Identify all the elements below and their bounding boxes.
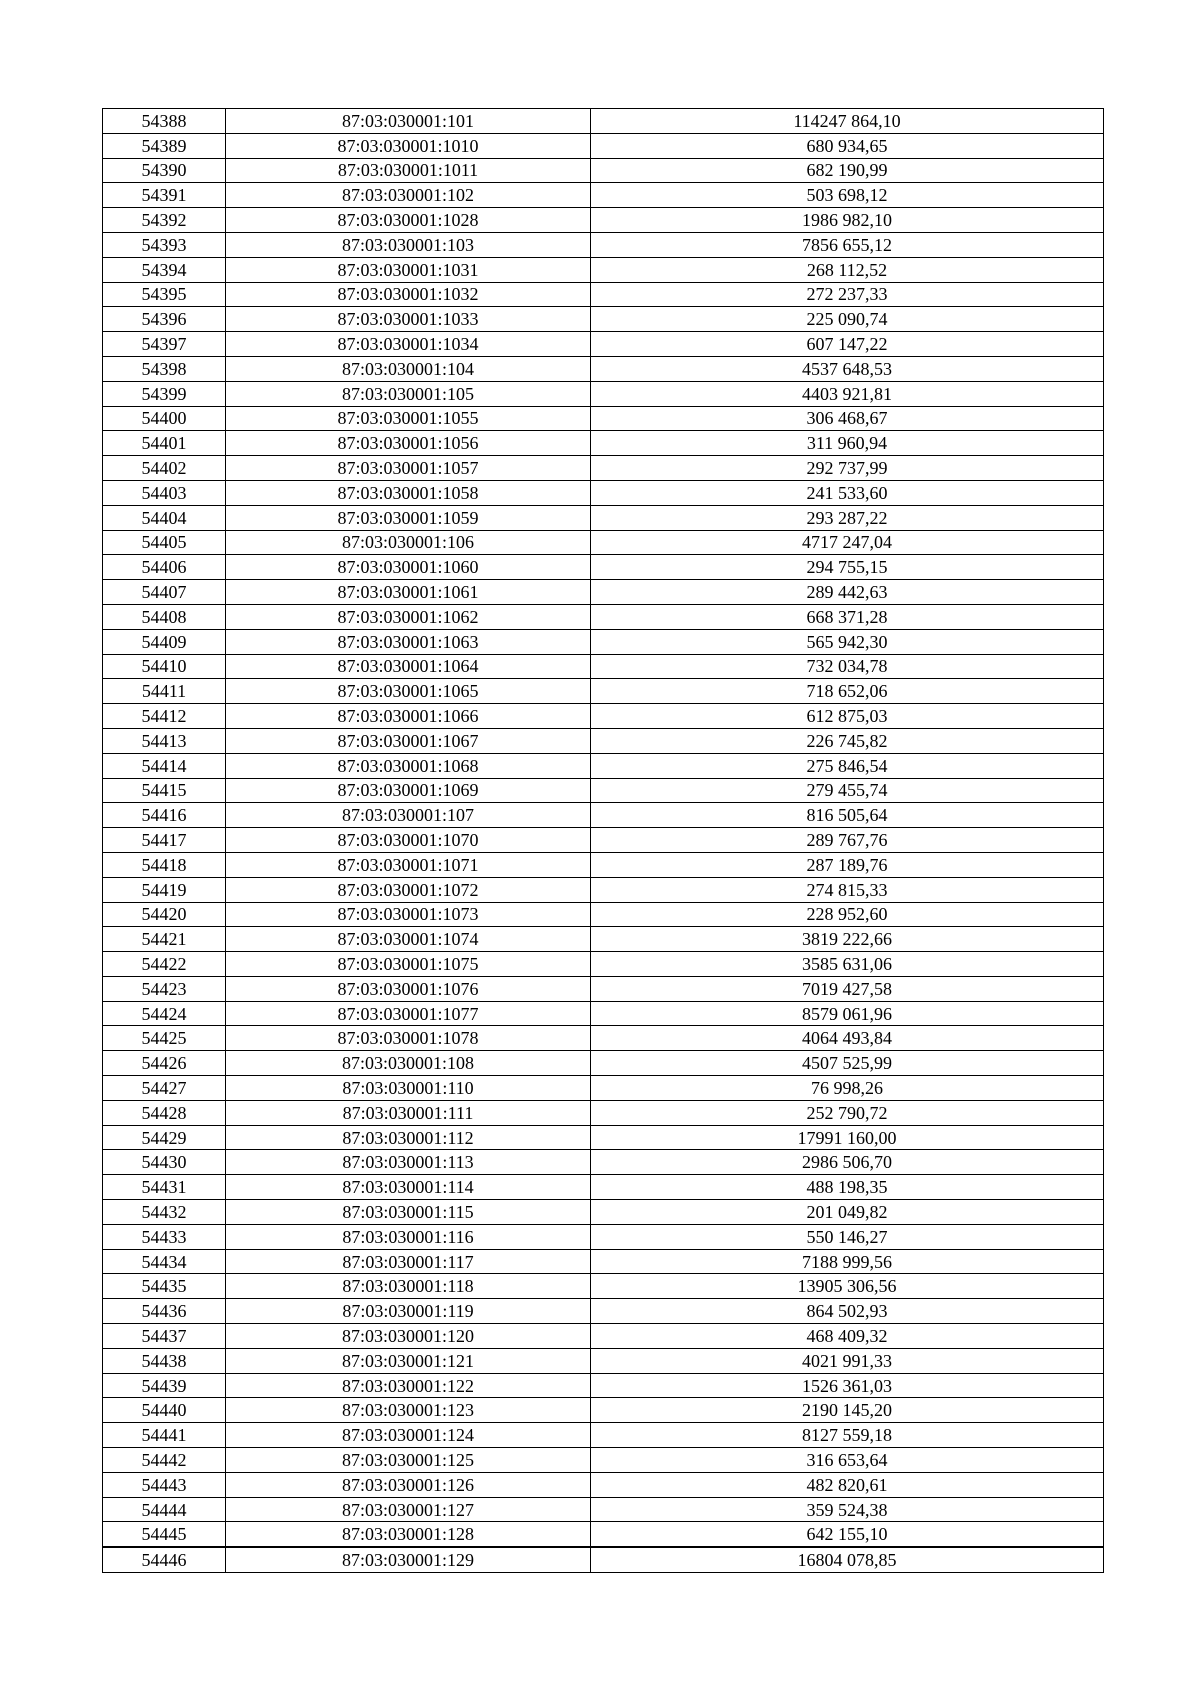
cadastral-value-cell: 279 455,74 — [591, 778, 1104, 803]
cadastral-number-cell: 87:03:030001:1072 — [226, 877, 591, 902]
table-row — [103, 1100, 1104, 1125]
table-row — [103, 976, 1104, 1001]
table-row — [103, 307, 1104, 332]
cadastral-number-cell: 87:03:030001:101 — [226, 109, 591, 134]
cadastral-number-cell: 87:03:030001:120 — [226, 1324, 591, 1349]
row-number-cell: 54410 — [103, 654, 226, 679]
row-number-cell: 54390 — [103, 158, 226, 183]
row-number-cell: 54445 — [103, 1522, 226, 1547]
row-number-cell: 54391 — [103, 183, 226, 208]
table-row — [103, 208, 1104, 233]
table-row — [103, 183, 1104, 208]
cadastral-number-cell: 87:03:030001:1061 — [226, 580, 591, 605]
cadastral-value-cell: 482 820,61 — [591, 1472, 1104, 1497]
row-number-cell: 54396 — [103, 307, 226, 332]
table-row — [103, 778, 1104, 803]
table-row — [103, 629, 1104, 654]
row-number-cell: 54422 — [103, 952, 226, 977]
cadastral-value-cell: 864 502,93 — [591, 1299, 1104, 1324]
row-number-cell: 54430 — [103, 1150, 226, 1175]
cadastral-number-cell: 87:03:030001:1071 — [226, 852, 591, 877]
row-number-cell: 54389 — [103, 133, 226, 158]
cadastral-number-cell: 87:03:030001:1078 — [226, 1026, 591, 1051]
cadastral-value-cell: 612 875,03 — [591, 704, 1104, 729]
table-row — [103, 1324, 1104, 1349]
cadastral-value-cell: 294 755,15 — [591, 555, 1104, 580]
table-row — [103, 1398, 1104, 1423]
table-row — [103, 679, 1104, 704]
cadastral-value-cell: 287 189,76 — [591, 852, 1104, 877]
cadastral-value-cell: 550 146,27 — [591, 1224, 1104, 1249]
cadastral-value-cell: 311 960,94 — [591, 431, 1104, 456]
cadastral-number-cell: 87:03:030001:1031 — [226, 257, 591, 282]
table-row — [103, 480, 1104, 505]
row-number-cell: 54405 — [103, 530, 226, 555]
row-number-cell: 54421 — [103, 927, 226, 952]
cadastral-value-cell: 7856 655,12 — [591, 232, 1104, 257]
cadastral-number-cell: 87:03:030001:124 — [226, 1423, 591, 1448]
cadastral-number-cell: 87:03:030001:1028 — [226, 208, 591, 233]
table-row — [103, 406, 1104, 431]
table-row — [103, 1448, 1104, 1473]
row-number-cell: 54400 — [103, 406, 226, 431]
row-number-cell: 54442 — [103, 1448, 226, 1473]
row-number-cell: 54394 — [103, 257, 226, 282]
cadastral-value-cell: 16804 078,85 — [591, 1547, 1104, 1572]
cadastral-number-cell: 87:03:030001:1075 — [226, 952, 591, 977]
cadastral-value-cell: 718 652,06 — [591, 679, 1104, 704]
table-row — [103, 505, 1104, 530]
table-body — [103, 109, 1104, 1573]
cadastral-value-cell: 293 287,22 — [591, 505, 1104, 530]
cadastral-number-cell: 87:03:030001:115 — [226, 1200, 591, 1225]
table-row — [103, 1348, 1104, 1373]
cadastral-number-cell: 87:03:030001:1056 — [226, 431, 591, 456]
row-number-cell: 54388 — [103, 109, 226, 134]
table-row — [103, 158, 1104, 183]
row-number-cell: 54440 — [103, 1398, 226, 1423]
cadastral-value-cell: 2986 506,70 — [591, 1150, 1104, 1175]
cadastral-value-table — [102, 108, 1104, 1573]
row-number-cell: 54414 — [103, 753, 226, 778]
table-row — [103, 1472, 1104, 1497]
row-number-cell: 54432 — [103, 1200, 226, 1225]
row-number-cell: 54399 — [103, 381, 226, 406]
cadastral-value-cell: 289 767,76 — [591, 828, 1104, 853]
cadastral-value-cell: 4403 921,81 — [591, 381, 1104, 406]
table-row — [103, 952, 1104, 977]
table-row — [103, 1423, 1104, 1448]
table-row — [103, 456, 1104, 481]
cadastral-number-cell: 87:03:030001:1076 — [226, 976, 591, 1001]
row-number-cell: 54392 — [103, 208, 226, 233]
row-number-cell: 54429 — [103, 1125, 226, 1150]
cadastral-number-cell: 87:03:030001:125 — [226, 1448, 591, 1473]
row-number-cell: 54401 — [103, 431, 226, 456]
table-row — [103, 927, 1104, 952]
cadastral-number-cell: 87:03:030001:1074 — [226, 927, 591, 952]
row-number-cell: 54419 — [103, 877, 226, 902]
table-row — [103, 828, 1104, 853]
cadastral-value-cell: 275 846,54 — [591, 753, 1104, 778]
row-number-cell: 54426 — [103, 1051, 226, 1076]
row-number-cell: 54433 — [103, 1224, 226, 1249]
cadastral-value-cell: 1526 361,03 — [591, 1373, 1104, 1398]
cadastral-number-cell: 87:03:030001:111 — [226, 1100, 591, 1125]
table-row — [103, 1125, 1104, 1150]
row-number-cell: 54424 — [103, 1001, 226, 1026]
cadastral-value-cell: 816 505,64 — [591, 803, 1104, 828]
row-number-cell: 54431 — [103, 1175, 226, 1200]
row-number-cell: 54418 — [103, 852, 226, 877]
cadastral-value-cell: 8579 061,96 — [591, 1001, 1104, 1026]
cadastral-value-cell: 8127 559,18 — [591, 1423, 1104, 1448]
table-row — [103, 1299, 1104, 1324]
cadastral-number-cell: 87:03:030001:108 — [226, 1051, 591, 1076]
cadastral-number-cell: 87:03:030001:1070 — [226, 828, 591, 853]
row-number-cell: 54406 — [103, 555, 226, 580]
cadastral-number-cell: 87:03:030001:114 — [226, 1175, 591, 1200]
cadastral-number-cell: 87:03:030001:129 — [226, 1547, 591, 1572]
cadastral-number-cell: 87:03:030001:105 — [226, 381, 591, 406]
cadastral-value-cell: 4717 247,04 — [591, 530, 1104, 555]
table-row — [103, 356, 1104, 381]
cadastral-value-cell: 7019 427,58 — [591, 976, 1104, 1001]
table-row — [103, 604, 1104, 629]
cadastral-value-cell: 4021 991,33 — [591, 1348, 1104, 1373]
cadastral-number-cell: 87:03:030001:110 — [226, 1076, 591, 1101]
cadastral-number-cell: 87:03:030001:102 — [226, 183, 591, 208]
table-row — [103, 1249, 1104, 1274]
cadastral-number-cell: 87:03:030001:112 — [226, 1125, 591, 1150]
table-row — [103, 257, 1104, 282]
cadastral-number-cell: 87:03:030001:118 — [226, 1274, 591, 1299]
table-row — [103, 1076, 1104, 1101]
table-row — [103, 803, 1104, 828]
cadastral-number-cell: 87:03:030001:122 — [226, 1373, 591, 1398]
cadastral-number-cell: 87:03:030001:1060 — [226, 555, 591, 580]
row-number-cell: 54443 — [103, 1472, 226, 1497]
cadastral-value-cell: 226 745,82 — [591, 728, 1104, 753]
table-row — [103, 1200, 1104, 1225]
cadastral-number-cell: 87:03:030001:1010 — [226, 133, 591, 158]
cadastral-number-cell: 87:03:030001:1065 — [226, 679, 591, 704]
table-row — [103, 332, 1104, 357]
row-number-cell: 54393 — [103, 232, 226, 257]
cadastral-value-cell: 503 698,12 — [591, 183, 1104, 208]
cadastral-number-cell: 87:03:030001:1055 — [226, 406, 591, 431]
row-number-cell: 54417 — [103, 828, 226, 853]
cadastral-value-cell: 268 112,52 — [591, 257, 1104, 282]
cadastral-number-cell: 87:03:030001:127 — [226, 1497, 591, 1522]
table-row — [103, 852, 1104, 877]
cadastral-value-cell: 668 371,28 — [591, 604, 1104, 629]
row-number-cell: 54402 — [103, 456, 226, 481]
cadastral-number-cell: 87:03:030001:1033 — [226, 307, 591, 332]
row-number-cell: 54408 — [103, 604, 226, 629]
cadastral-value-cell: 252 790,72 — [591, 1100, 1104, 1125]
cadastral-value-cell: 1986 982,10 — [591, 208, 1104, 233]
table-row — [103, 232, 1104, 257]
table-row — [103, 1051, 1104, 1076]
table-row — [103, 530, 1104, 555]
cadastral-number-cell: 87:03:030001:123 — [226, 1398, 591, 1423]
table-row — [103, 1175, 1104, 1200]
row-number-cell: 54428 — [103, 1100, 226, 1125]
cadastral-number-cell: 87:03:030001:1068 — [226, 753, 591, 778]
cadastral-number-cell: 87:03:030001:103 — [226, 232, 591, 257]
cadastral-value-cell: 7188 999,56 — [591, 1249, 1104, 1274]
row-number-cell: 54404 — [103, 505, 226, 530]
table-row — [103, 902, 1104, 927]
cadastral-number-cell: 87:03:030001:1011 — [226, 158, 591, 183]
cadastral-value-cell: 272 237,33 — [591, 282, 1104, 307]
row-number-cell: 54425 — [103, 1026, 226, 1051]
table-row — [103, 133, 1104, 158]
cadastral-value-cell: 76 998,26 — [591, 1076, 1104, 1101]
cadastral-number-cell: 87:03:030001:1059 — [226, 505, 591, 530]
cadastral-number-cell: 87:03:030001:106 — [226, 530, 591, 555]
cadastral-number-cell: 87:03:030001:1067 — [226, 728, 591, 753]
table-row — [103, 728, 1104, 753]
table-row — [103, 1373, 1104, 1398]
cadastral-value-cell: 228 952,60 — [591, 902, 1104, 927]
cadastral-number-cell: 87:03:030001:1032 — [226, 282, 591, 307]
cadastral-value-cell: 680 934,65 — [591, 133, 1104, 158]
row-number-cell: 54436 — [103, 1299, 226, 1324]
row-number-cell: 54411 — [103, 679, 226, 704]
cadastral-value-cell: 306 468,67 — [591, 406, 1104, 431]
cadastral-value-cell: 241 533,60 — [591, 480, 1104, 505]
cadastral-number-cell: 87:03:030001:117 — [226, 1249, 591, 1274]
table-row — [103, 1522, 1104, 1547]
cadastral-value-cell: 114247 864,10 — [591, 109, 1104, 134]
table-row — [103, 580, 1104, 605]
cadastral-value-cell: 13905 306,56 — [591, 1274, 1104, 1299]
table-row — [103, 1026, 1104, 1051]
cadastral-value-cell: 4537 648,53 — [591, 356, 1104, 381]
cadastral-value-cell: 289 442,63 — [591, 580, 1104, 605]
cadastral-value-cell: 3585 631,06 — [591, 952, 1104, 977]
cadastral-value-cell: 3819 222,66 — [591, 927, 1104, 952]
cadastral-value-cell: 274 815,33 — [591, 877, 1104, 902]
cadastral-number-cell: 87:03:030001:119 — [226, 1299, 591, 1324]
cadastral-number-cell: 87:03:030001:1077 — [226, 1001, 591, 1026]
cadastral-value-cell: 642 155,10 — [591, 1522, 1104, 1547]
row-number-cell: 54412 — [103, 704, 226, 729]
cadastral-number-cell: 87:03:030001:1066 — [226, 704, 591, 729]
row-number-cell: 54439 — [103, 1373, 226, 1398]
cadastral-value-cell: 4064 493,84 — [591, 1026, 1104, 1051]
cadastral-value-cell: 316 653,64 — [591, 1448, 1104, 1473]
table-row — [103, 877, 1104, 902]
row-number-cell: 54403 — [103, 480, 226, 505]
row-number-cell: 54415 — [103, 778, 226, 803]
cadastral-value-cell: 488 198,35 — [591, 1175, 1104, 1200]
table-row — [103, 1274, 1104, 1299]
row-number-cell: 54444 — [103, 1497, 226, 1522]
table-row — [103, 381, 1104, 406]
row-number-cell: 54397 — [103, 332, 226, 357]
row-number-cell: 54441 — [103, 1423, 226, 1448]
table-row — [103, 1547, 1104, 1572]
cadastral-value-cell: 4507 525,99 — [591, 1051, 1104, 1076]
cadastral-number-cell: 87:03:030001:1062 — [226, 604, 591, 629]
cadastral-value-cell: 292 737,99 — [591, 456, 1104, 481]
cadastral-number-cell: 87:03:030001:1069 — [226, 778, 591, 803]
row-number-cell: 54437 — [103, 1324, 226, 1349]
cadastral-number-cell: 87:03:030001:1057 — [226, 456, 591, 481]
cadastral-number-cell: 87:03:030001:1034 — [226, 332, 591, 357]
cadastral-number-cell: 87:03:030001:1064 — [226, 654, 591, 679]
table-row — [103, 555, 1104, 580]
cadastral-number-cell: 87:03:030001:1058 — [226, 480, 591, 505]
cadastral-value-cell: 2190 145,20 — [591, 1398, 1104, 1423]
table-row — [103, 753, 1104, 778]
row-number-cell: 54446 — [103, 1547, 226, 1572]
table-row — [103, 282, 1104, 307]
cadastral-value-cell: 732 034,78 — [591, 654, 1104, 679]
cadastral-number-cell: 87:03:030001:107 — [226, 803, 591, 828]
table-row — [103, 1150, 1104, 1175]
cadastral-number-cell: 87:03:030001:1063 — [226, 629, 591, 654]
cadastral-number-cell: 87:03:030001:128 — [226, 1522, 591, 1547]
row-number-cell: 54435 — [103, 1274, 226, 1299]
row-number-cell: 54423 — [103, 976, 226, 1001]
cadastral-number-cell: 87:03:030001:121 — [226, 1348, 591, 1373]
row-number-cell: 54438 — [103, 1348, 226, 1373]
table-row — [103, 704, 1104, 729]
cadastral-value-cell: 607 147,22 — [591, 332, 1104, 357]
cadastral-value-cell: 225 090,74 — [591, 307, 1104, 332]
table-row — [103, 1001, 1104, 1026]
row-number-cell: 54398 — [103, 356, 226, 381]
cadastral-value-cell: 682 190,99 — [591, 158, 1104, 183]
cadastral-number-cell: 87:03:030001:116 — [226, 1224, 591, 1249]
table-row — [103, 109, 1104, 134]
row-number-cell: 54434 — [103, 1249, 226, 1274]
cadastral-value-cell: 359 524,38 — [591, 1497, 1104, 1522]
cadastral-number-cell: 87:03:030001:113 — [226, 1150, 591, 1175]
row-number-cell: 54427 — [103, 1076, 226, 1101]
row-number-cell: 54395 — [103, 282, 226, 307]
row-number-cell: 54420 — [103, 902, 226, 927]
row-number-cell: 54409 — [103, 629, 226, 654]
table-row — [103, 431, 1104, 456]
row-number-cell: 54407 — [103, 580, 226, 605]
cadastral-number-cell: 87:03:030001:1073 — [226, 902, 591, 927]
row-number-cell: 54416 — [103, 803, 226, 828]
row-number-cell: 54413 — [103, 728, 226, 753]
cadastral-value-cell: 201 049,82 — [591, 1200, 1104, 1225]
cadastral-number-cell: 87:03:030001:104 — [226, 356, 591, 381]
cadastral-value-cell: 468 409,32 — [591, 1324, 1104, 1349]
table-row — [103, 1224, 1104, 1249]
cadastral-number-cell: 87:03:030001:126 — [226, 1472, 591, 1497]
table-row — [103, 1497, 1104, 1522]
cadastral-value-cell: 565 942,30 — [591, 629, 1104, 654]
table-row — [103, 654, 1104, 679]
cadastral-value-cell: 17991 160,00 — [591, 1125, 1104, 1150]
